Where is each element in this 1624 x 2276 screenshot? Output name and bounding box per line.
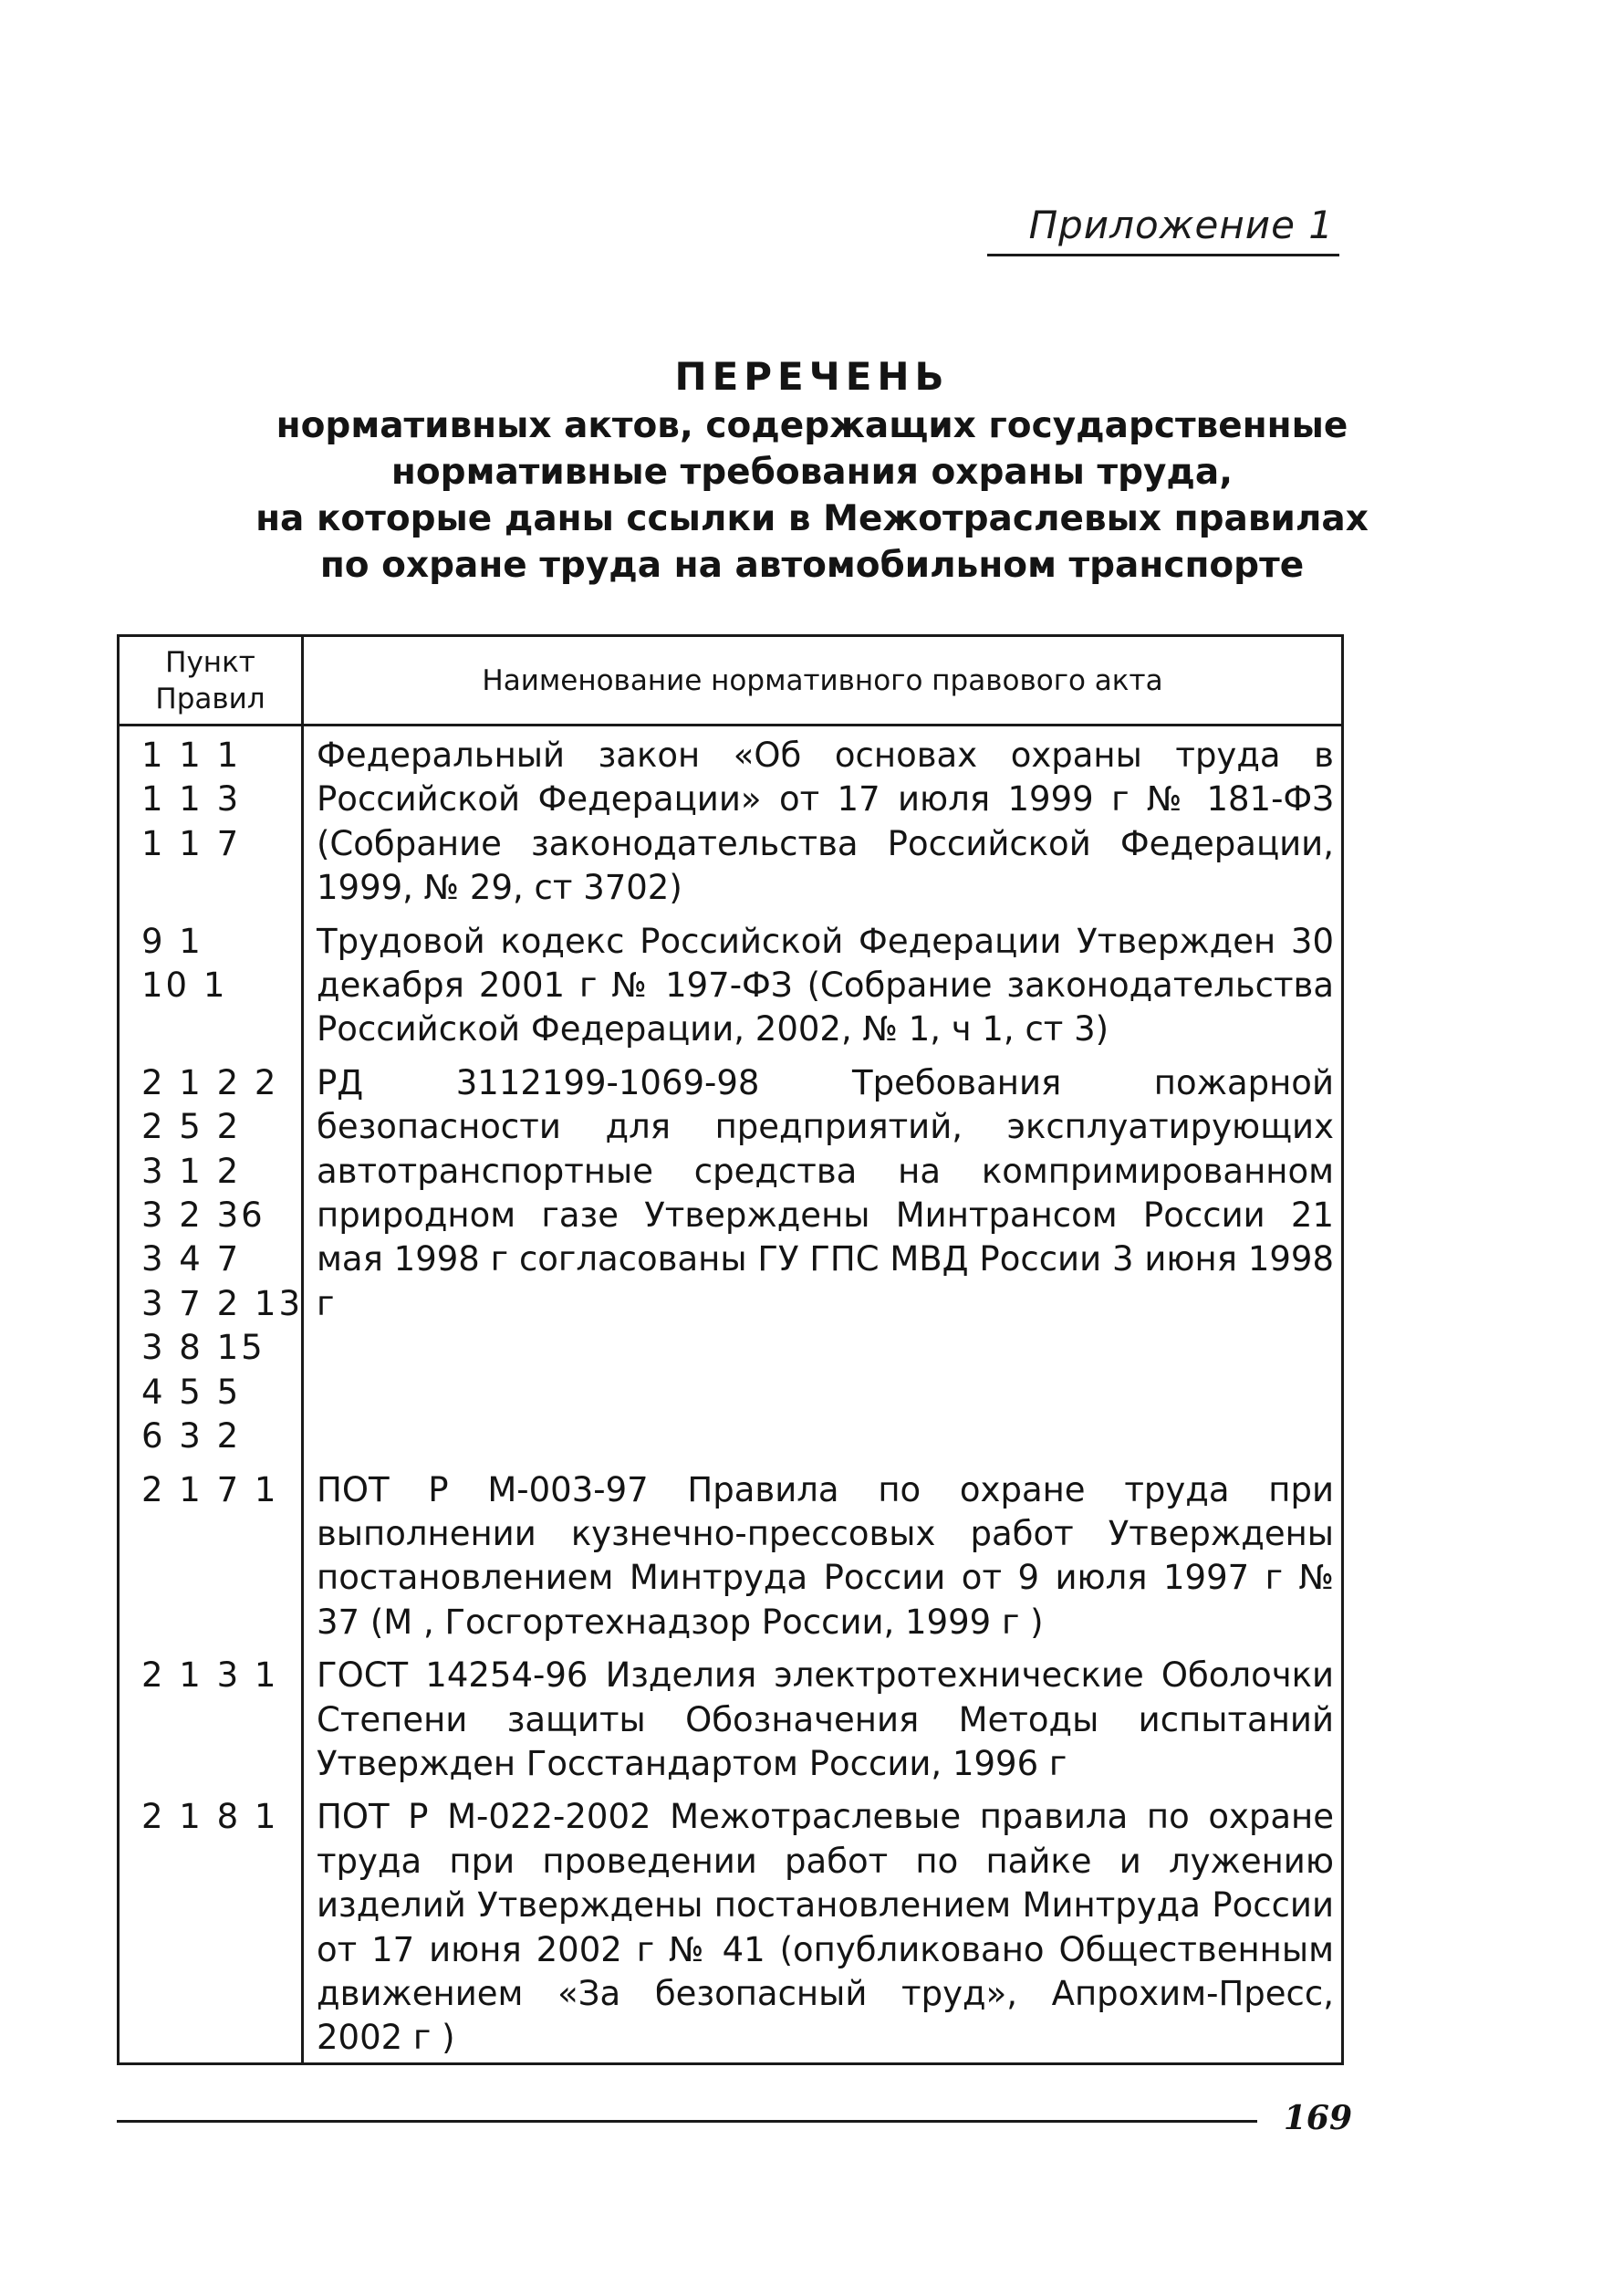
act-description: ГОСТ 14254-96 Изделия электротехнические Оболочки Степени защиты Обозначения Методы испытаний Утвержден Госстандартом России, 1996 г xyxy=(303,1646,1343,1788)
appendix-label: Приложение 1 xyxy=(1028,203,1334,247)
act-description: ПОТ Р М-022-2002 Межотраслевые правила по охране труда при проведении работ по пайке и лужению изделий Утверждены постановлением Минтруда России от 17 июня 2002 г № 41 (опубликовано Общественным движением «За безопасный труд», Апрохим-Пресс, 2002 г ) xyxy=(303,1788,1343,2063)
point-number: 1 1 7 xyxy=(141,823,242,863)
document-title: ПЕРЕЧЕНЬ xyxy=(674,354,950,399)
point-number: 9 1 xyxy=(141,921,203,961)
point-number: 2 5 2 xyxy=(141,1107,242,1147)
document-heading xyxy=(0,351,1624,589)
table-row xyxy=(119,1461,1343,1647)
table-row xyxy=(119,1054,1343,1461)
header-point-line-1: Пункт xyxy=(165,645,255,679)
point-number: 1 1 1 xyxy=(141,736,242,775)
act-description: ПОТ Р М-003-97 Правила по охране труда при выполнении кузнечно-прессовых работ Утверждены постановлением Минтруда России от 9 июля 1997 г № 37 (М , Госгортехнадзор России, 1999 г ) xyxy=(303,1461,1343,1647)
row-points xyxy=(119,1646,303,1788)
point-number: 10 1 xyxy=(141,966,228,1006)
act-description: Федеральный закон «Об основах охраны труда в Российской Федерации» от 17 июля 1999 г № 181-ФЗ (Собрание законодательства Российской Федерации, 1999, № 29, ст 3702) xyxy=(303,726,1343,913)
point-number: 6 3 2 xyxy=(141,1416,242,1456)
point-number: 1 1 3 xyxy=(141,779,242,820)
point-number: 2 1 8 1 xyxy=(141,1797,279,1837)
table-row xyxy=(119,1646,1343,1788)
point-number: 3 2 36 xyxy=(141,1195,265,1236)
row-points xyxy=(119,1788,303,2063)
page-number: 169 xyxy=(1283,2099,1352,2137)
row-points xyxy=(119,913,303,1054)
subtitle-line-3: на которые даны ссылки в Межотраслевых правилах xyxy=(255,498,1369,539)
point-number: 4 5 5 xyxy=(141,1372,242,1412)
header-point-line-2: Правил xyxy=(155,682,265,715)
act-description: Трудовой кодекс Российской Федерации Утвержден 30 декабря 2001 г № 197-ФЗ (Собрание законодательства Российской Федерации, 2002, № 1, ч 1, ст 3) xyxy=(303,913,1343,1054)
header-point xyxy=(119,636,303,726)
row-points xyxy=(119,1054,303,1461)
subtitle-line-4: по охране труда на автомобильном транспорте xyxy=(319,545,1305,586)
table-row xyxy=(119,913,1343,1054)
subtitle-line-1: нормативных актов, содержащих государственные xyxy=(276,405,1348,446)
point-number: 2 1 7 1 xyxy=(141,1469,279,1509)
table-row xyxy=(119,1788,1343,2063)
header-name: Наименование нормативного правового акта xyxy=(303,636,1343,726)
appendix-underline xyxy=(987,254,1339,256)
table-header-row xyxy=(119,636,1343,726)
act-description: РД 3112199-1069-98 Требования пожарной безопасности для предприятий, эксплуатирующих автотранспортные средства на компримированном природном газе Утверждены Минтрансом России 21 мая 1998 г согласованы ГУ ГПС МВД России 3 июня 1998 г xyxy=(303,1054,1343,1461)
table-row xyxy=(119,726,1343,913)
point-number: 3 7 2 13 xyxy=(141,1283,303,1323)
regulations-table xyxy=(117,634,1344,2065)
point-number: 3 8 15 xyxy=(141,1328,265,1368)
subtitle-line-2: нормативные требования охраны труда, xyxy=(390,452,1234,493)
point-number: 3 1 2 xyxy=(141,1151,242,1191)
footer-rule xyxy=(117,2120,1257,2123)
point-number: 3 4 7 xyxy=(141,1239,242,1279)
point-number: 2 1 3 1 xyxy=(141,1655,279,1696)
point-number: 2 1 2 2 xyxy=(141,1062,279,1102)
row-points xyxy=(119,726,303,913)
row-points xyxy=(119,1461,303,1647)
